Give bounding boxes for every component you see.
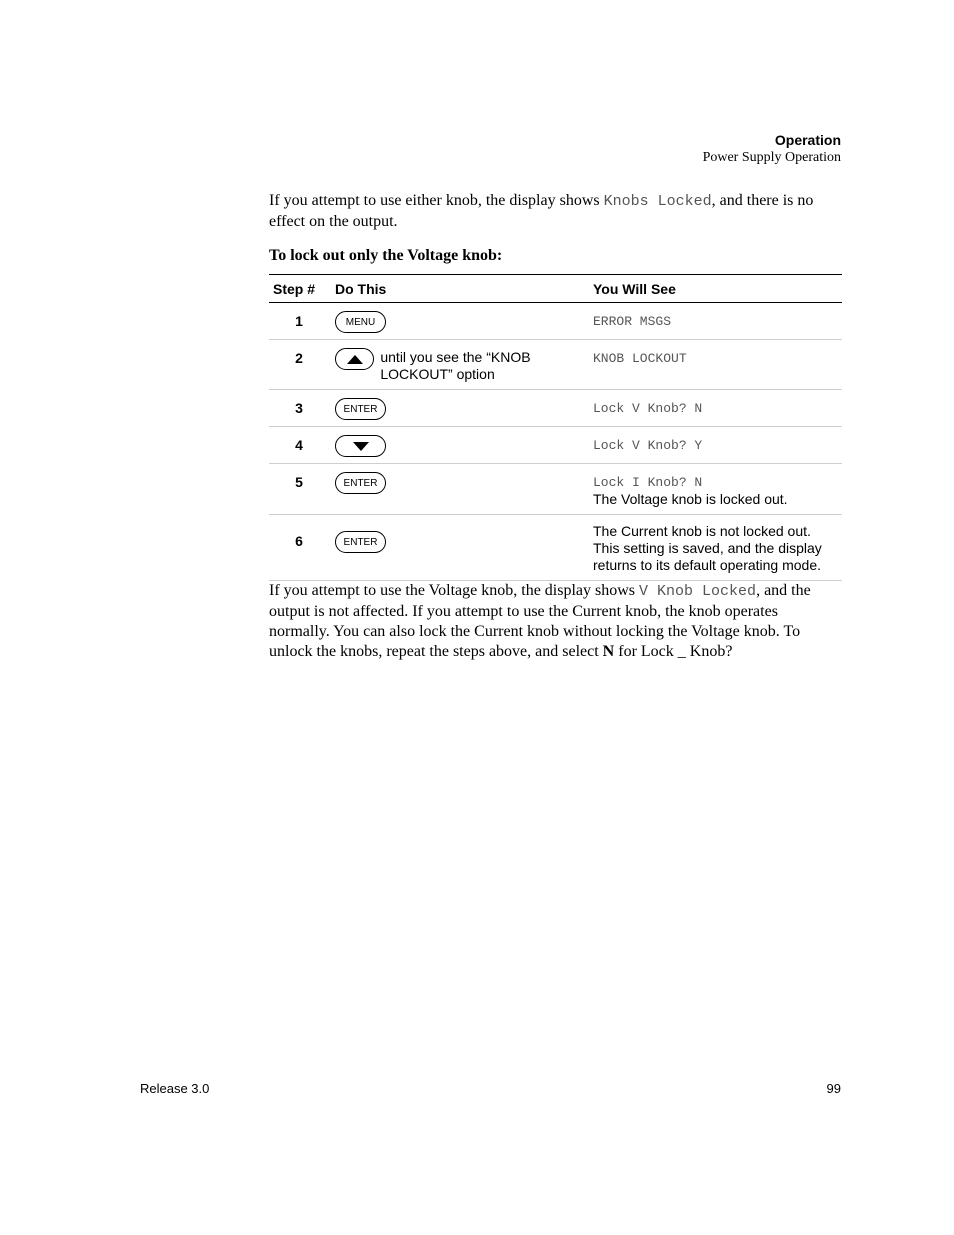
step-number: 1: [269, 303, 329, 340]
up-arrow-icon: [347, 355, 363, 364]
result-note: The Current knob is not locked out. This setting is saved, and the display returns to its default operating mode.: [593, 523, 822, 573]
intro-display-text: Knobs Locked: [603, 193, 712, 210]
you-will-see-cell: [589, 427, 842, 464]
display-text: Lock V Knob? N: [593, 401, 703, 416]
header-step: Step #: [269, 275, 329, 303]
outro-bold-n: N: [602, 643, 615, 660]
result-note: The Voltage knob is locked out.: [593, 491, 788, 507]
you-will-see-cell: [589, 464, 842, 515]
intro-paragraph: [269, 191, 842, 232]
step-number: 5: [269, 464, 329, 515]
display-text: KNOB LOCKOUT: [593, 351, 687, 366]
table-row: [269, 515, 842, 581]
do-this-cell: [329, 464, 589, 515]
down-arrow-icon: [353, 442, 369, 451]
step-number: 4: [269, 427, 329, 464]
enter-key-button: ENTER: [335, 531, 386, 553]
intro-text-after: , and there is no effect on the output.: [269, 192, 814, 230]
table-row: [269, 427, 842, 464]
up-arrow-key-button: [335, 348, 374, 370]
instruction-text: until you see the “KNOB LOCKOUT” option: [380, 349, 531, 382]
you-will-see-cell: [589, 390, 842, 427]
intro-text-before: If you attempt to use either knob, the display shows: [269, 192, 604, 209]
step-number: 2: [269, 340, 329, 390]
display-text: Lock V Knob? Y: [593, 438, 703, 453]
outro-text-3: for Lock _ Knob?: [614, 643, 733, 660]
header-section: Operation: [774, 132, 841, 148]
procedure-table: [269, 274, 842, 581]
table-row: [269, 464, 842, 515]
display-text: Lock I Knob? N: [593, 475, 703, 490]
step-number: 3: [269, 390, 329, 427]
do-this-cell: [329, 340, 589, 390]
do-this-cell: [329, 303, 589, 340]
header-you-will-see: You Will See: [589, 275, 842, 303]
header-subsection: Power Supply Operation: [702, 150, 841, 165]
enter-key-button: ENTER: [335, 472, 386, 494]
do-this-cell: [329, 515, 589, 581]
menu-key-button: MENU: [335, 311, 386, 333]
do-this-cell: [329, 427, 589, 464]
display-text: ERROR MSGS: [593, 314, 672, 329]
you-will-see-cell: [589, 515, 842, 581]
page-number: 99: [826, 1081, 841, 1096]
down-arrow-key-button: [335, 435, 386, 457]
outro-display-text: V Knob Locked: [639, 583, 757, 600]
outro-text-1: If you attempt to use the Voltage knob, the display shows: [269, 582, 640, 599]
do-this-cell: [329, 390, 589, 427]
table-row: [269, 390, 842, 427]
header-do-this: Do This: [329, 275, 589, 303]
you-will-see-cell: [589, 340, 842, 390]
procedure-title: To lock out only the Voltage knob:: [269, 247, 503, 264]
step-number: 6: [269, 515, 329, 581]
table-row: [269, 340, 842, 390]
outro-paragraph: [269, 581, 842, 662]
running-header: [703, 131, 841, 167]
you-will-see-cell: [589, 303, 842, 340]
enter-key-button: ENTER: [335, 398, 386, 420]
footer-release: Release 3.0: [140, 1081, 210, 1096]
table-row: [269, 303, 842, 340]
outro-text-2: , and the output is not affected. If you attempt to use the Current knob, the knob operates normally. You can also lock the Current knob without locking the Voltage knob. To unlock the knobs, repeat the steps above, and select: [269, 582, 811, 660]
main-content: [269, 191, 842, 662]
table-header-row: [269, 275, 842, 303]
